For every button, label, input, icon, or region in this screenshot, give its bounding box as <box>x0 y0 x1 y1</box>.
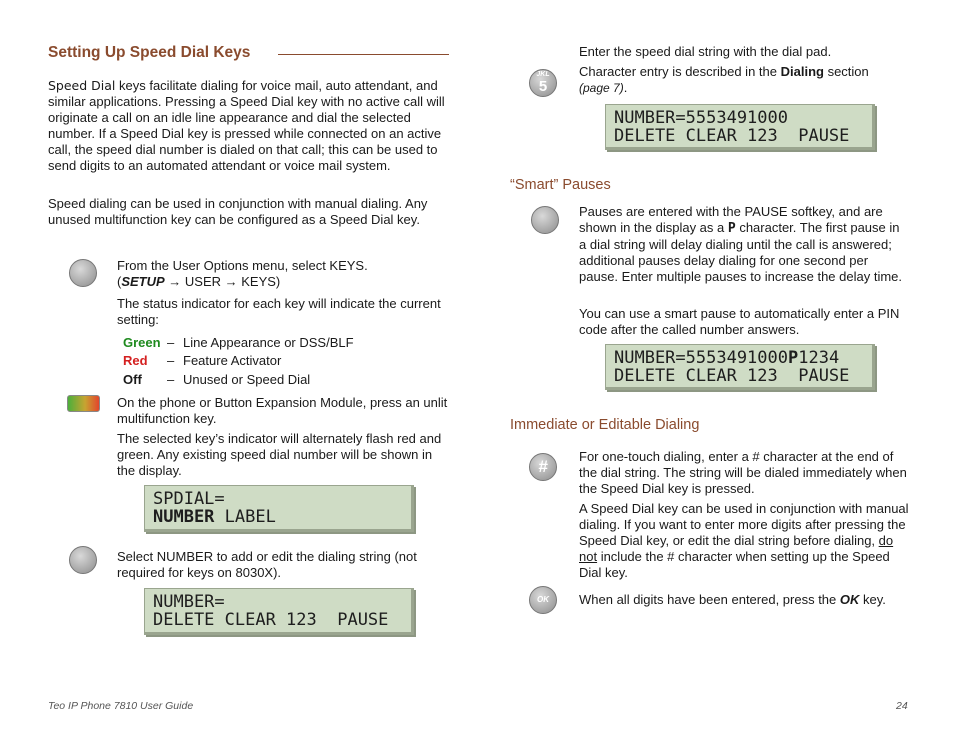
indicator-red-name: Red <box>123 353 148 368</box>
footer-title: Teo IP Phone 7810 User Guide <box>48 700 194 712</box>
lcd4-pin: 1234 <box>798 348 840 368</box>
intro-paragraph <box>48 78 448 174</box>
lcd-display-number <box>144 588 414 635</box>
page-number: 24 <box>896 700 908 712</box>
lcd1-number-option: NUMBER <box>153 507 215 527</box>
smart-pause-paragraph <box>579 204 909 285</box>
enter-string-text: Enter the speed dial string with the dial pad. <box>579 44 832 59</box>
lcd1-label-option: LABEL <box>214 507 276 527</box>
lcd2-line1: NUMBER= <box>153 592 225 612</box>
indicator-dash: – <box>167 335 175 350</box>
indicator-off-desc: Unused or Speed Dial <box>183 372 311 387</box>
step1-path: → USER → KEYS) <box>164 274 281 289</box>
multifunction-key-led-icon <box>67 395 100 412</box>
lcd-display-spdial <box>144 485 414 532</box>
immediate-dialing-heading: Immediate or Editable Dialing <box>510 417 700 433</box>
step3-text: Select NUMBER to add or edit the dialing string (not required for keys on 8030X). <box>117 549 417 580</box>
indicator-dash: – <box>167 372 175 387</box>
manual-dialing-text <box>579 501 914 581</box>
smart-pauses-heading: “Smart” Pauses <box>510 177 611 193</box>
char-entry-c: section <box>823 64 869 79</box>
pause-char: P <box>727 221 736 236</box>
hash-key-label: # <box>538 457 548 476</box>
section-heading: Setting Up Speed Dial Keys <box>48 44 251 61</box>
ok-text-c: key. <box>859 592 886 607</box>
lcd4-number: NUMBER=5553491000 <box>614 348 788 368</box>
step1-line1: From the User Options menu, select KEYS. <box>117 258 368 273</box>
lcd-display-number-pause <box>605 344 875 390</box>
ok-instruction-text <box>579 592 919 608</box>
char-entry-end: . <box>623 80 628 95</box>
intro-text: keys facilitate dialing for voice mail, auto attendant, and similar applications. Pressing a Speed Dial key with no active call will originate a call on an idle line appearance and dial the selected number. If a Speed Dial key is pressed while connected on an active call, the speed dial number is dialed on that call; this can be used to send digits to an automated attendant or voice mail system. <box>48 78 445 173</box>
smart-pause-pin-text: You can use a smart pause to automatically enter a PIN code after the called number answers. <box>579 306 900 337</box>
status-indicator-text: The status indicator for each key will indicate the current setting: <box>117 296 441 327</box>
key5-letters: JKL <box>536 71 550 78</box>
do-not-emphasis: do not <box>579 533 894 564</box>
lcd-display-number-entered <box>605 104 875 150</box>
step1-text <box>117 258 447 290</box>
imm-p2-a: A Speed Dial key can be used in conjunction with manual dialing. If you want to enter more digits after pressing the Speed Dial key, or edit the dial string before dialing, <box>579 501 909 548</box>
page-ref-link[interactable]: (page 7) <box>579 81 624 95</box>
lcd3-line2: DELETE CLEAR 123 PAUSE <box>614 126 850 146</box>
heading-rule <box>278 54 449 55</box>
lcd2-line2: DELETE CLEAR 123 PAUSE <box>153 610 389 630</box>
hash-key-icon <box>529 453 557 481</box>
indicator-red-desc: Feature Activator <box>183 353 282 368</box>
indicator-green-desc: Line Appearance or DSS/BLF <box>183 335 354 350</box>
dialing-ref: Dialing <box>780 64 824 79</box>
imm-p2-b: include the # character when setting up the Speed Dial key. <box>579 549 890 580</box>
indicator-green-name: Green <box>123 335 161 350</box>
lcd4-line2: DELETE CLEAR 123 PAUSE <box>614 366 850 386</box>
softkey-button-icon <box>69 259 97 287</box>
ok-text-key: OK <box>839 592 860 607</box>
lcd3-line1: NUMBER=5553491000 <box>614 108 788 128</box>
lcd4-pause-char: P <box>788 348 799 368</box>
indicator-dash: – <box>167 353 175 368</box>
smart-p1-a: Pauses are entered with the PAUSE softkey, and are shown in the display as a <box>579 204 883 235</box>
smart-p1-b: character. The first pause in a dial string will delay dialing until the call is answered; additional pauses delay dialing for one second per pause. Enter multiple pauses to increase the delay time. <box>579 220 903 284</box>
one-touch-text: For one-touch dialing, enter a # character at the end of the dial string. The string will be dialed immediately when the Speed Dial key is pressed. <box>579 449 907 496</box>
ok-text-a: When all digits have been entered, press the <box>579 592 840 607</box>
softkey-button-icon <box>69 546 97 574</box>
key5-digit: 5 <box>538 78 548 95</box>
ok-key-icon <box>529 586 557 614</box>
softkey-button-icon <box>531 206 559 234</box>
keypad-5-icon <box>529 69 557 97</box>
step2-flash-text: The selected key’s indicator will alternately flash red and green. Any existing speed dial number will be shown in the display. <box>117 431 442 478</box>
indicator-green-row <box>123 335 354 351</box>
step1-open: ( <box>117 274 122 289</box>
character-entry-text <box>579 64 909 96</box>
ok-key-label: OK <box>537 595 549 604</box>
paragraph-2: Speed dialing can be used in conjunction with manual dialing. Any unused multifunction key can be configured as a Speed Dial key. <box>48 196 428 227</box>
lcd1-line1: SPDIAL= <box>153 489 225 509</box>
char-entry-a: Character entry is described in the <box>579 64 781 79</box>
speed-dial-term: Speed Dial <box>48 78 116 93</box>
indicator-off-name: Off <box>123 372 142 387</box>
indicator-off-row <box>123 372 310 388</box>
indicator-red-row <box>123 353 281 369</box>
setup-label: SETUP <box>121 274 165 289</box>
step2-text: On the phone or Button Expansion Module, press an unlit multifunction key. <box>117 395 448 426</box>
